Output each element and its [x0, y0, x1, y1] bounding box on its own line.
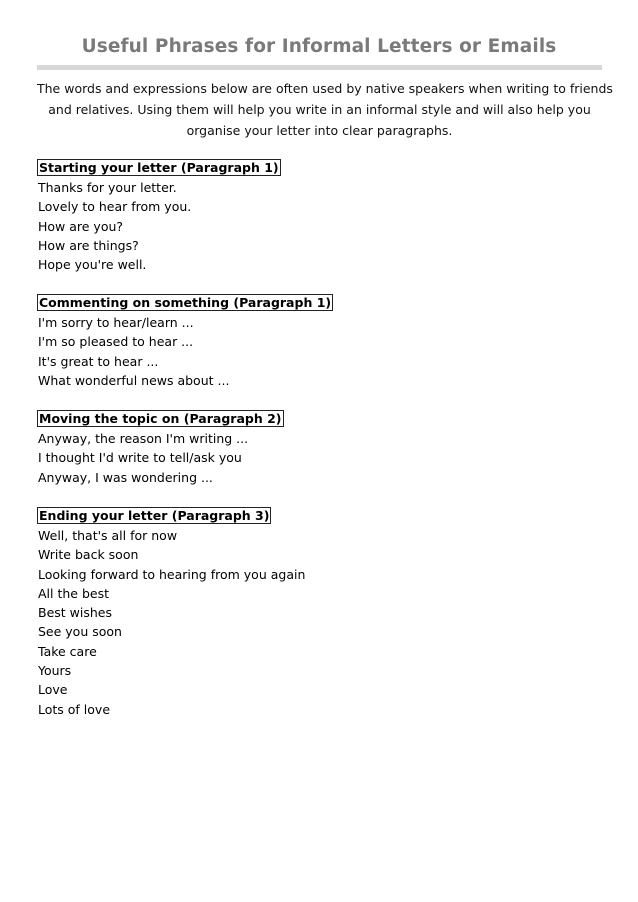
list-item: Take care: [38, 643, 97, 659]
list-item: How are you?: [38, 218, 124, 234]
list-item: Lovely to hear from you.: [38, 199, 192, 215]
list-item: Best wishes: [38, 605, 112, 621]
list-item: All the best: [38, 585, 109, 601]
section-heading: Moving the topic on (Paragraph 2): [39, 411, 282, 426]
intro-line: and relatives. Using them will help you write in an informal style and will also help you: [48, 102, 591, 117]
phrase-list: [38, 178, 598, 274]
list-item: Well, that's all for now: [38, 528, 178, 543]
list-item: It's great to hear ...: [38, 353, 159, 369]
list-item: I'm so pleased to hear ...: [38, 334, 194, 350]
intro-paragraph: [37, 78, 613, 141]
list-item: How are things?: [38, 237, 139, 253]
section-moving-topic: [38, 408, 598, 487]
list-item: Yours: [38, 663, 72, 679]
title-divider: [37, 65, 602, 70]
phrase-list: [38, 313, 598, 390]
section-heading: Ending your letter (Paragraph 3): [39, 508, 270, 523]
page-title: Useful Phrases for Informal Letters or Emails: [81, 36, 557, 57]
list-item: What wonderful news about ...: [38, 372, 230, 388]
section-heading: Commenting on something (Paragraph 1): [39, 295, 332, 310]
section-commenting: [38, 292, 598, 390]
section-starting-letter: [38, 157, 598, 274]
list-item: See you soon: [38, 624, 122, 640]
list-item: Looking forward to hearing from you again: [38, 566, 306, 582]
list-item: Lots of love: [38, 701, 111, 717]
list-item: I thought I'd write to tell/ask you: [38, 450, 242, 466]
list-item: Love: [38, 682, 68, 698]
list-item: Anyway, the reason I'm writing ...: [38, 431, 249, 446]
list-item: Hope you're well.: [38, 257, 147, 273]
intro-line: The words and expressions below are often used by native speakers when writing to friends: [37, 81, 613, 96]
list-item: I'm sorry to hear/learn ...: [38, 315, 194, 330]
phrase-list: [38, 526, 598, 719]
list-item: Thanks for your letter.: [38, 180, 177, 195]
section-ending-letter: [38, 505, 598, 719]
list-item: Write back soon: [38, 547, 139, 563]
list-item: Anyway, I was wondering ...: [38, 469, 213, 485]
section-heading: Starting your letter (Paragraph 1): [39, 160, 279, 175]
intro-line: organise your letter into clear paragraphs.: [186, 123, 453, 138]
phrase-list: [38, 429, 598, 487]
